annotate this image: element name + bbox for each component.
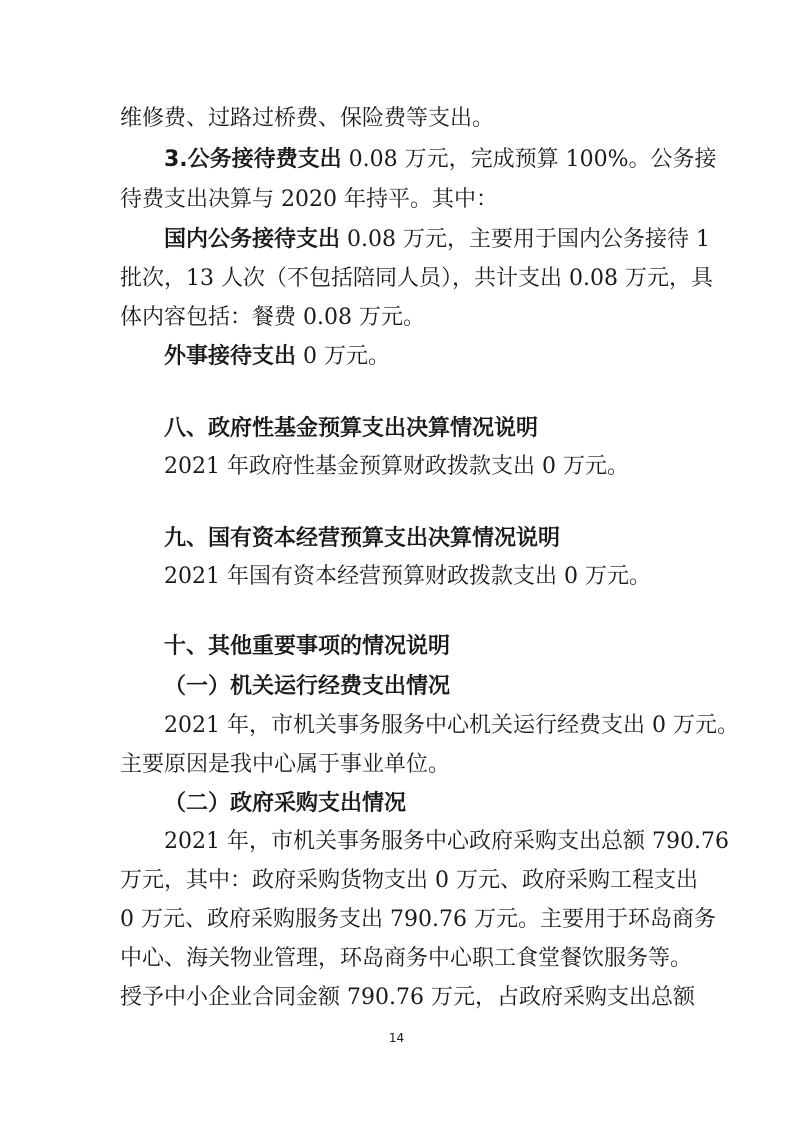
paragraph-line: 授予中小企业合同金额 790.76 万元，占政府采购支出总额 <box>120 985 695 1010</box>
paragraph-line: 体内容包括：餐费 0.08 万元。 <box>120 305 425 330</box>
paragraph-line: 中心、海关物业管理，环岛商务中心职工食堂餐饮服务等。 <box>120 946 693 971</box>
bold-lead: 外事接待支出 <box>164 344 297 369</box>
bold-lead: 3.公务接待费支出 <box>164 147 342 172</box>
subsection-heading-2: （二）政府采购支出情况 <box>164 791 407 816</box>
paragraph-line: 0 万元、政府采购服务支出 790.76 万元。主要用于环岛商务 <box>120 907 716 932</box>
paragraph-line: 3.公务接待费支出 0.08 万元，完成预算 100%。公务接 <box>164 147 717 172</box>
section-heading-8: 八、政府性基金预算支出决算情况说明 <box>164 416 539 441</box>
paragraph-line: 万元，其中：政府采购货物支出 0 万元、政府采购工程支出 <box>120 868 698 893</box>
paragraph-line: 2021 年，市机关事务服务中心机关运行经费支出 0 万元。 <box>164 713 739 738</box>
paragraph-line: 外事接待支出 0 万元。 <box>164 344 390 369</box>
page-number: 14 <box>388 1031 405 1045</box>
section-text-9: 2021 年国有资本经营预算财政拨款支出 0 万元。 <box>164 564 651 589</box>
bold-lead: 国内公务接待支出 <box>164 227 341 252</box>
paragraph-line: 2021 年，市机关事务服务中心政府采购支出总额 790.76 <box>164 829 729 854</box>
paragraph-line: 待费支出决算与 2020 年持平。其中： <box>120 187 498 212</box>
paragraph-line: 维修费、过路过桥费、保险费等支出。 <box>120 106 495 131</box>
subsection-heading-1: （一）机关运行经费支出情况 <box>164 674 451 699</box>
paragraph-line: 国内公务接待支出 0.08 万元，主要用于国内公务接待 1 <box>164 227 710 252</box>
section-heading-10: 十、其他重要事项的情况说明 <box>164 634 451 659</box>
section-text-8: 2021 年政府性基金预算财政拨款支出 0 万元。 <box>164 454 629 479</box>
paragraph-line: 主要原因是我中心属于事业单位。 <box>120 752 451 777</box>
paragraph-line: 批次，13 人次（不包括陪同人员），共计支出 0.08 万元，具 <box>120 266 713 291</box>
section-heading-9: 九、国有资本经营预算支出决算情况说明 <box>164 526 561 551</box>
